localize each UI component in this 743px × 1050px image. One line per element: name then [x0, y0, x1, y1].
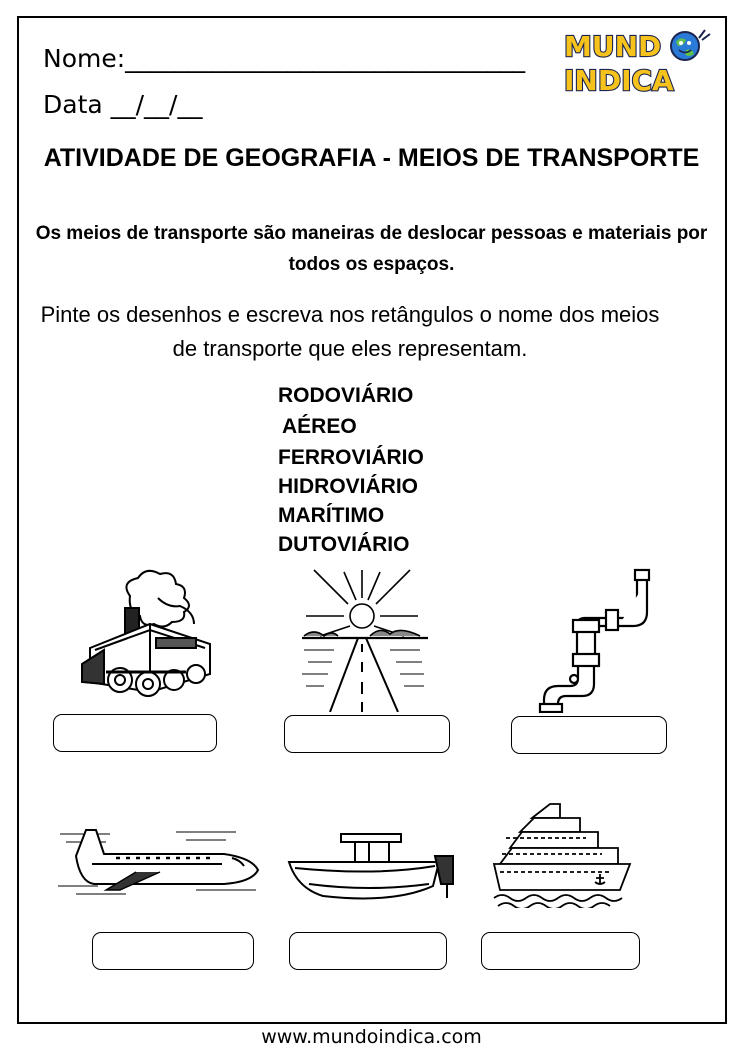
motorboat-icon	[285, 826, 470, 906]
instructions-text: Pinte os desenhos e escreva nos retângulos o nome dos meios de transporte que eles representam.	[40, 302, 660, 361]
word-list	[278, 381, 424, 559]
road-icon	[300, 566, 430, 712]
airplane-icon	[56, 820, 266, 900]
answer-box-pipeline[interactable]	[511, 716, 667, 754]
answer-box-train[interactable]	[53, 714, 217, 752]
name-field[interactable]: Nome:________________________________	[43, 44, 526, 73]
footer-url[interactable]: www.mundoindica.com	[261, 1026, 482, 1048]
page-title: ATIVIDADE DE GEOGRAFIA - MEIOS DE TRANSPORTE	[43, 144, 700, 172]
answer-box-ship[interactable]	[481, 932, 640, 970]
word-list-item: AÉREO	[282, 415, 357, 438]
answer-box-airplane[interactable]	[92, 932, 254, 970]
answer-box-road[interactable]	[284, 715, 450, 753]
word-list-item: RODOVIÁRIO	[278, 384, 414, 407]
word-list-item: MARÍTIMO	[278, 504, 385, 527]
cruise-ship-icon	[492, 798, 632, 908]
mundo-indica-logo	[560, 26, 720, 96]
svg-text:INDICA: INDICA	[564, 64, 674, 96]
pipeline-icon	[530, 568, 660, 713]
date-field[interactable]: Data __/__/__	[43, 90, 203, 119]
answer-box-boat[interactable]	[289, 932, 447, 970]
intro-text: Os meios de transporte são maneiras de deslocar pessoas e materiais por todos os espaços.	[35, 223, 708, 275]
word-list-item: HIDROVIÁRIO	[278, 475, 419, 498]
word-list-item: FERROVIÁRIO	[278, 446, 424, 469]
svg-text:MUND: MUND	[564, 30, 662, 63]
word-list-item: DUTOVIÁRIO	[278, 533, 410, 556]
steam-train-icon	[70, 568, 220, 703]
